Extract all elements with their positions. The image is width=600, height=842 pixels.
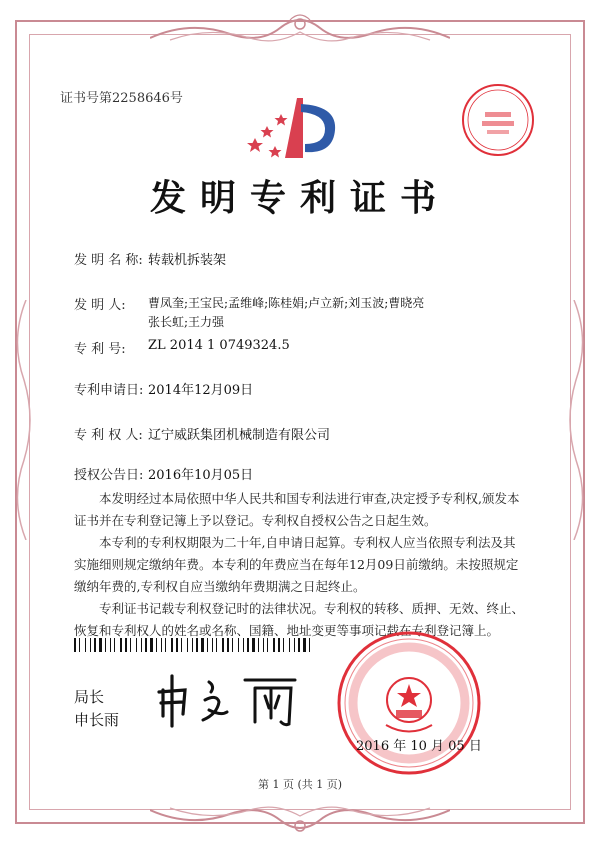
barcode-stripe [298, 638, 300, 652]
legal-status-paragraph: 专利证书记载专利权登记时的法律状况。专利权的转移、质押、无效、终止、恢复和专利权人的姓名或名称、国籍、地址变更等事项记载在专利登记簿上。 [74, 601, 525, 638]
top-ornament [150, 12, 450, 48]
barcode-stripe [303, 638, 306, 652]
national-seal [336, 630, 482, 776]
barcode-stripe [79, 638, 80, 652]
barcode-stripe [192, 638, 193, 652]
barcode-stripe [247, 638, 249, 652]
patent-office-logo [245, 96, 340, 162]
seal-date: 2016 年 10 月 05 日 [356, 739, 482, 754]
barcode-stripe [90, 638, 91, 652]
barcode-stripe [243, 638, 244, 652]
barcode-stripe [187, 638, 188, 652]
inventors-label: 发 明 人: [74, 298, 126, 313]
barcode-stripe [120, 638, 122, 652]
barcode-stripe [273, 638, 275, 652]
barcode-stripe [309, 638, 310, 652]
barcode-stripe [125, 638, 127, 652]
barcode-stripe [99, 638, 102, 652]
bottom-ornament [150, 800, 450, 836]
barcode-stripe [216, 638, 217, 652]
barcode-stripe [201, 638, 204, 652]
barcode-stripe [212, 638, 213, 652]
invention-name-label: 发 明 名 称: [74, 253, 143, 268]
barcode-stripe [150, 638, 153, 652]
barcode-stripe [141, 638, 142, 652]
patentee-label: 专 利 权 人: [74, 428, 143, 443]
barcode-stripe [161, 638, 162, 652]
inventors-line-1: 曹凤奎;王宝民;孟维峰;陈桂娟;卢立新;刘玉波;曹晓亮 [148, 296, 425, 310]
director-signature [155, 670, 305, 730]
barcode-stripe [222, 638, 224, 652]
director-title: 局长 [74, 688, 105, 706]
barcode-stripe [165, 638, 166, 652]
barcode-stripe [176, 638, 178, 652]
certificate-number: 证书号第2258646号 [60, 91, 183, 106]
patent-number: ZL 2014 1 0749324.5 [148, 338, 290, 353]
right-ornament [564, 300, 594, 540]
filing-date: 2014年12月09日 [148, 383, 254, 398]
patentee: 辽宁威跃集团机械制造有限公司 [148, 428, 331, 443]
barcode-stripe [74, 638, 76, 652]
barcode-stripe [114, 638, 115, 652]
barcode-stripe [289, 638, 290, 652]
barcode-stripe [94, 638, 96, 652]
barcode-stripe [110, 638, 111, 652]
barcode-stripe [278, 638, 280, 652]
barcode-stripe [258, 638, 259, 652]
barcode-stripe [252, 638, 255, 652]
barcode [74, 638, 314, 652]
grant-date: 2016年10月05日 [148, 468, 254, 483]
patent-number-label: 专 利 号: [74, 342, 126, 357]
barcode-stripe [196, 638, 198, 652]
left-ornament [6, 300, 36, 540]
barcode-stripe [171, 638, 173, 652]
barcode-stripe [232, 638, 233, 652]
barcode-stripe [136, 638, 137, 652]
barcode-stripe [263, 638, 264, 652]
barcode-stripe [207, 638, 208, 652]
agency-stamp [460, 82, 536, 158]
inventors-line-2: 张长虹;王力强 [148, 315, 225, 329]
grant-paragraph: 本发明经过本局依照中华人民共和国专利法进行审查,决定授予专利权,颁发本证书并在专利登记簿上予以登记。专利权自授权公告之日起生效。 [74, 491, 520, 528]
barcode-stripe [238, 638, 239, 652]
filing-date-label: 专利申请日: [74, 383, 144, 398]
director-name: 申长雨 [74, 711, 120, 729]
barcode-stripe [181, 638, 182, 652]
barcode-stripe [267, 638, 268, 652]
barcode-stripe [130, 638, 131, 652]
barcode-stripe [156, 638, 157, 652]
grant-date-label: 授权公告日: [74, 468, 144, 483]
page-footer: 第 1 页 (共 1 页) [257, 778, 343, 791]
page-title: 发明专利证书 [149, 177, 450, 219]
term-paragraph: 本专利的专利权期限为二十年,自申请日起算。专利权人应当依照专利法及其实施细则规定缴纳年费。本专利的年费应当在每年12月09日前缴纳。未按照规定缴纳年费的,专利权自应当缴纳年费期满之日起终止。 [74, 535, 519, 594]
invention-name: 转载机拆装架 [148, 253, 227, 268]
barcode-stripe [227, 638, 229, 652]
barcode-stripe [283, 638, 284, 652]
barcode-stripe [85, 638, 86, 652]
barcode-stripe [145, 638, 147, 652]
barcode-stripe [105, 638, 106, 652]
barcode-stripe [294, 638, 295, 652]
